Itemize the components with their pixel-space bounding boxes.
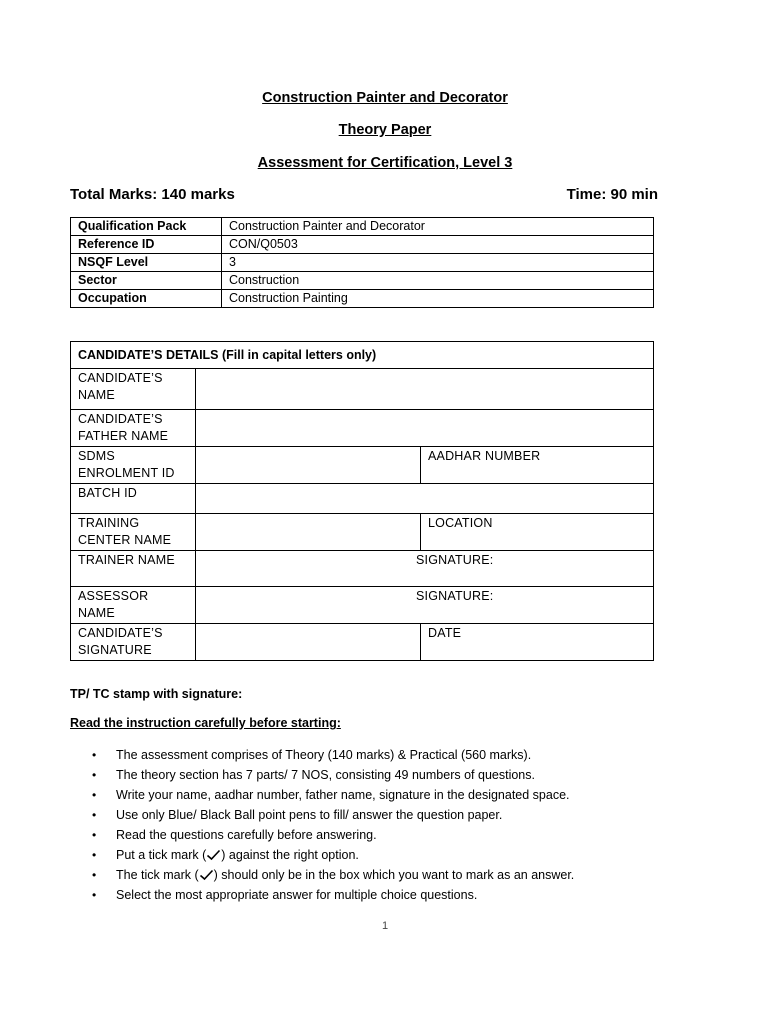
instruction-text: The tick mark ( bbox=[116, 868, 199, 882]
father-name-label: CANDIDATE’S FATHER NAME bbox=[71, 410, 196, 447]
list-item bbox=[70, 885, 670, 905]
assessment-title: Assessment for Certification, Level 3 bbox=[257, 155, 513, 171]
document-subtitle: Theory Paper bbox=[338, 122, 432, 138]
document-title: Construction Painter and Decorator bbox=[262, 90, 508, 106]
table-row bbox=[71, 342, 654, 369]
candidate-details-heading: CANDIDATE’S DETAILS (Fill in capital letters only) bbox=[71, 342, 654, 369]
sdms-enrolment-label: SDMS ENROLMENT ID bbox=[71, 447, 196, 484]
aadhar-number-cell[interactable] bbox=[421, 447, 654, 484]
assessor-name-label: ASSESSOR NAME bbox=[71, 587, 196, 624]
father-name-field[interactable] bbox=[196, 410, 654, 447]
bullet-icon: • bbox=[92, 828, 97, 842]
instruction-text: Write your name, aadhar number, father name, signature in the designated space. bbox=[116, 788, 570, 802]
checkmark-icon bbox=[206, 849, 221, 861]
batch-id-field[interactable] bbox=[196, 484, 654, 514]
qualification-key: Sector bbox=[71, 272, 222, 290]
marks-time-row bbox=[70, 186, 660, 203]
table-row bbox=[71, 484, 654, 514]
qualification-table bbox=[70, 217, 654, 308]
candidate-signature-field[interactable] bbox=[196, 624, 421, 661]
sdms-enrolment-field[interactable] bbox=[196, 447, 421, 484]
list-item bbox=[70, 805, 670, 825]
candidate-name-field[interactable] bbox=[196, 369, 654, 410]
bullet-icon: • bbox=[92, 848, 97, 862]
trainer-name-field[interactable] bbox=[196, 551, 654, 587]
instructions-heading: Read the instruction carefully before starting: bbox=[70, 716, 341, 730]
instruction-text: Put a tick mark ( bbox=[116, 848, 207, 862]
table-row bbox=[71, 218, 654, 236]
instruction-text: Use only Blue/ Black Ball point pens to fill/ answer the question paper. bbox=[116, 808, 503, 822]
candidate-details-table bbox=[70, 341, 654, 661]
list-item bbox=[70, 765, 670, 785]
assessor-signature-label: SIGNATURE: bbox=[416, 589, 494, 603]
table-row bbox=[71, 254, 654, 272]
instruction-text: Select the most appropriate answer for multiple choice questions. bbox=[116, 888, 478, 902]
table-row bbox=[71, 514, 654, 551]
qualification-key: Reference ID bbox=[71, 236, 222, 254]
table-row bbox=[71, 551, 654, 587]
qualification-value: CON/Q0503 bbox=[222, 236, 654, 254]
bullet-icon: • bbox=[92, 768, 97, 782]
location-label: LOCATION bbox=[428, 516, 493, 530]
bullet-icon: • bbox=[92, 868, 97, 882]
table-row bbox=[71, 624, 654, 661]
bullet-icon: • bbox=[92, 808, 97, 822]
stamp-label: TP/ TC stamp with signature: bbox=[70, 687, 243, 701]
checkmark-icon bbox=[199, 869, 214, 881]
bullet-icon: • bbox=[92, 888, 97, 902]
training-center-label: TRAINING CENTER NAME bbox=[71, 514, 196, 551]
qualification-value: 3 bbox=[222, 254, 654, 272]
qualification-value: Construction Painting bbox=[222, 290, 654, 308]
training-center-field[interactable] bbox=[196, 514, 421, 551]
list-item bbox=[70, 845, 670, 865]
table-row bbox=[71, 236, 654, 254]
trainer-name-label: TRAINER NAME bbox=[71, 551, 196, 587]
date-cell[interactable] bbox=[421, 624, 654, 661]
time-limit: Time: 90 min bbox=[566, 186, 658, 203]
qualification-key: NSQF Level bbox=[71, 254, 222, 272]
location-cell[interactable] bbox=[421, 514, 654, 551]
table-row bbox=[71, 369, 654, 410]
candidate-name-label: CANDIDATE’S NAME bbox=[71, 369, 196, 410]
instruction-text: ) should only be in the box which you want to mark as an answer. bbox=[213, 868, 575, 882]
list-item bbox=[70, 745, 670, 765]
qualification-value: Construction Painter and Decorator bbox=[222, 218, 654, 236]
date-label: DATE bbox=[428, 626, 462, 640]
candidate-signature-label: CANDIDATE’S SIGNATURE bbox=[71, 624, 196, 661]
table-row bbox=[71, 587, 654, 624]
assessor-name-field[interactable] bbox=[196, 587, 654, 624]
table-row bbox=[71, 410, 654, 447]
qualification-value: Construction bbox=[222, 272, 654, 290]
instruction-text: The assessment comprises of Theory (140 marks) & Practical (560 marks). bbox=[116, 748, 532, 762]
trainer-signature-label: SIGNATURE: bbox=[416, 553, 494, 567]
aadhar-number-label: AADHAR NUMBER bbox=[428, 449, 541, 463]
table-row bbox=[71, 290, 654, 308]
list-item bbox=[70, 785, 670, 805]
instruction-text: The theory section has 7 parts/ 7 NOS, consisting 49 numbers of questions. bbox=[116, 768, 535, 782]
instruction-text: ) against the right option. bbox=[221, 848, 359, 862]
list-item bbox=[70, 825, 670, 845]
qualification-key: Qualification Pack bbox=[71, 218, 222, 236]
total-marks: Total Marks: 140 marks bbox=[70, 186, 235, 203]
qualification-key: Occupation bbox=[71, 290, 222, 308]
instruction-text: Read the questions carefully before answering. bbox=[116, 828, 377, 842]
table-row bbox=[71, 447, 654, 484]
table-row bbox=[71, 272, 654, 290]
bullet-icon: • bbox=[92, 748, 97, 762]
batch-id-label: BATCH ID bbox=[71, 484, 196, 514]
page-number: 1 bbox=[381, 920, 389, 932]
instructions-list bbox=[70, 745, 670, 905]
list-item bbox=[70, 865, 670, 885]
bullet-icon: • bbox=[92, 788, 97, 802]
